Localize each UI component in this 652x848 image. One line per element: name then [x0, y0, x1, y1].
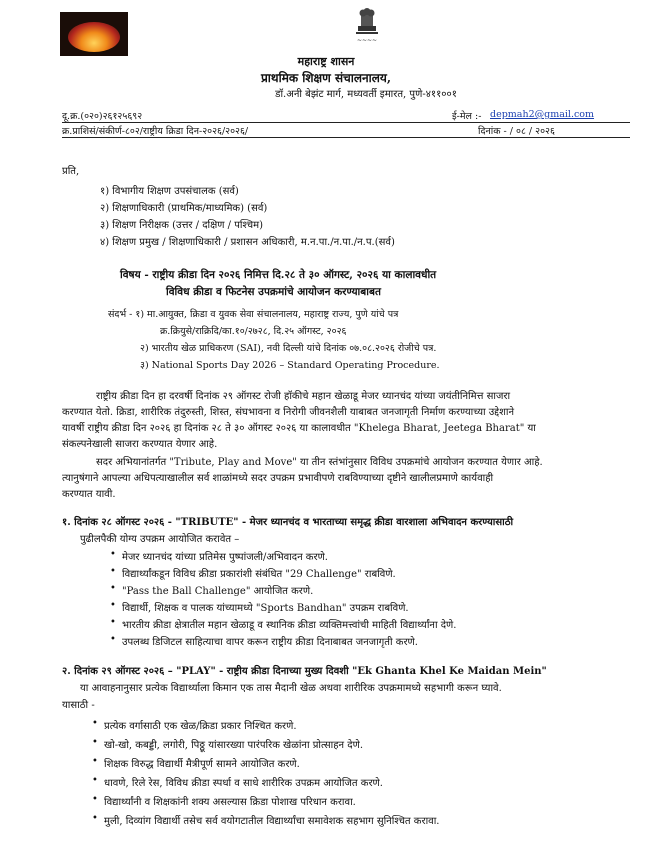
- addressee-item: १) विभागीय शिक्षण उपसंचालक (सर्व): [100, 186, 239, 197]
- reference-item: २) भारतीय खेळ प्राधिकरण (SAI), नवी दिल्ली यांचे दिनांक ०७.०८.२०२६ रोजीचे पत्र.: [140, 343, 437, 354]
- subject-line-2: विविध क्रीडा व फिटनेस उपक्रमांचे आयोजन करण्याबाबत: [166, 286, 381, 298]
- list-item: • उपलब्ध डिजिटल साहित्याचा वापर करून राष्ट्रीय क्रीडा दिनाबाबत जनजागृती करणे.: [122, 634, 418, 648]
- list-item: • खो-खो, कबड्डी, लगोरी, पिठ्ठू यांसारख्या पारंपरिक खेळांना प्रोत्साहन देणे.: [104, 737, 363, 751]
- state-emblem-icon: [352, 8, 382, 44]
- sports-day-logo: [60, 12, 128, 56]
- intro-line: करण्यात येतो. क्रिडा, शारीरिक तंदुरुस्ती, शिस्त, संघभावना व निरोगी जीवनशैली याबाबत जनजागृती निर्माण करण्याच्या उद्देशाने: [62, 407, 515, 418]
- list-item: • विद्यार्थी, शिक्षक व पालक यांच्यामध्ये "Sports Bandhan" उपक्रम राबविणे.: [122, 600, 409, 614]
- list-item: • धावणे, रिले रेस, विविध क्रीडा स्पर्धा व साधे शारीरिक उपक्रम आयोजित करणे.: [104, 775, 383, 789]
- section-2-subtitle: या आवाहनानुसार प्रत्येक विद्यार्थ्याला किमान एक तास मैदानी खेळ अथवा शारीरिक उपक्रमामध्ये सहभागी करून घ्यावे.: [80, 683, 502, 694]
- list-item: • शिक्षक विरुद्ध विद्यार्थी मैत्रीपूर्ण सामने आयोजित करणे.: [104, 756, 300, 770]
- section-1-subtitle: पुढीलपैकी योग्य उपक्रम आयोजित करावेत –: [80, 534, 240, 545]
- list-item: • "Pass the Ball Challenge" आयोजित करणे.: [122, 583, 313, 597]
- reference-number: क्र.प्राशिसं/संकीर्ण-८०२/राष्ट्रीय क्रिडा दिन-२०२६/२०२६/: [62, 126, 249, 137]
- addressee-item: ३) शिक्षण निरीक्षक (उत्तर / दक्षिण / पश्चिम): [100, 220, 263, 231]
- email-link[interactable]: depmah2@gmail.com: [490, 109, 595, 120]
- reference-item: क्र.क्रियुसे/राक्रिदि/का.१०/२७२८, दि.२५ ऑगस्ट, २०२६: [160, 326, 347, 337]
- list-item: • भारतीय क्रीडा क्षेत्रातील महान खेळाडू व स्थानिक क्रीडा व्यक्तिमत्त्वांची माहिती विद्यार्थ्यांना देणे.: [122, 617, 456, 631]
- subject-line-1: विषय - राष्ट्रीय क्रीडा दिन २०२६ निमित्त दि.२८ ते ३० ऑगस्ट, २०२६ या कालावधीत: [120, 269, 437, 281]
- list-item: • प्रत्येक वर्गासाठी एक खेळ/क्रिडा प्रकार निश्चित करणे.: [104, 718, 297, 732]
- section-1-title: १. दिनांक २८ ऑगस्ट २०२६ - "TRIBUTE" - मेजर ध्यानचंद व भारताच्या समृद्ध क्रीडा वारशाला अभिवादन करण्यासाठी: [62, 517, 514, 528]
- addressee-item: २) शिक्षणाधिकारी (प्राथमिक/माध्यमिक) (सर्व): [100, 203, 268, 214]
- list-item: • विद्यार्थ्यांनी व शिक्षकांनी शक्य असल्यास क्रिडा पोशाख परिधान करावा.: [104, 794, 356, 808]
- govt-name: महाराष्ट्र शासन: [297, 55, 355, 68]
- office-name: प्राथमिक शिक्षण संचालनालय,: [260, 71, 392, 85]
- svg-text:~~~~: ~~~~: [356, 37, 378, 44]
- list-item: • मुली, दिव्यांग विद्यार्थी तसेच सर्व वयोगटातील विद्यार्थ्यांचा समावेशक सहभाग सुनिश्चित करावा.: [104, 813, 439, 827]
- intro-line: सदर अभियानांतर्गत "Tribute, Play and Move" या तीन स्तंभांनुसार विविध उपक्रमांचे आयोजन करण्यात येणार आहे.: [96, 457, 543, 468]
- intro-line: राष्ट्रीय क्रीडा दिन हा दरवर्षी दिनांक २९ ऑगस्ट रोजी हॉकीचे महान खेळाडू मेजर ध्यानचंद यांच्या जयंतीनिमित्त साजरा: [96, 391, 511, 402]
- list-item: • विद्यार्थ्यांकडून विविध क्रीडा प्रकारांशी संबंधित "29 Challenge" राबविणे.: [122, 566, 396, 580]
- intro-line: संकल्पनेखाली साजरा करण्यात येणार आहे.: [62, 439, 218, 450]
- list-item: • मेजर ध्यानचंद यांच्या प्रतिमेस पुष्पांजली/अभिवादन करणे.: [122, 549, 328, 563]
- intro-line: करण्यात यावी.: [62, 489, 116, 500]
- section-2-title: २. दिनांक २९ ऑगस्ट २०२६ – "PLAY" - राष्ट्रीय क्रीडा दिनाच्या मुख्य दिवशी "Ek Ghanta Khel Ke Maidan Mein": [62, 666, 547, 677]
- addressee-item: ४) शिक्षण प्रमुख / शिक्षणाधिकारी / प्रशासन अधिकारी, म.न.पा./न.पा./न.प.(सर्व): [100, 237, 395, 248]
- intro-line: यावर्षी राष्ट्रीय क्रीडा दिन २०२६ हा दिनांक २८ ते ३० ऑगस्ट २०२६ या कालावधीत "Khelega Bharat, Jeetega Bharat" या: [62, 423, 536, 434]
- email-label: ई-मेल :-: [452, 111, 482, 122]
- section-2-subtitle: यासाठी -: [62, 700, 95, 711]
- reference-item: ३) National Sports Day 2026 – Standard Operating Procedure.: [140, 360, 440, 371]
- office-address: डॉ.अनी बेझंट मार्ग, मध्यवर्ती इमारत, पुणे-४११००१: [275, 89, 457, 100]
- intro-line: त्यानुषंगाने आपल्या अधिपत्याखालील सर्व शाळांमध्ये सदर उपक्रम प्रभावीपणे राबविण्याच्या दृष्टीने खालीलप्रमाणे कार्यवाही: [62, 473, 494, 484]
- phone-number: दू.क्र.(०२०)२६१२५६९२: [62, 111, 143, 122]
- reference-item: संदर्भ - १) मा.आयुक्त, क्रिडा व युवक सेवा संचालनालय, महाराष्ट्र राज्य, पुणे यांचे पत्र: [108, 309, 399, 320]
- letter-date: दिनांक - / ०८ / २०२६: [478, 126, 555, 137]
- to-heading: प्रति,: [62, 166, 80, 177]
